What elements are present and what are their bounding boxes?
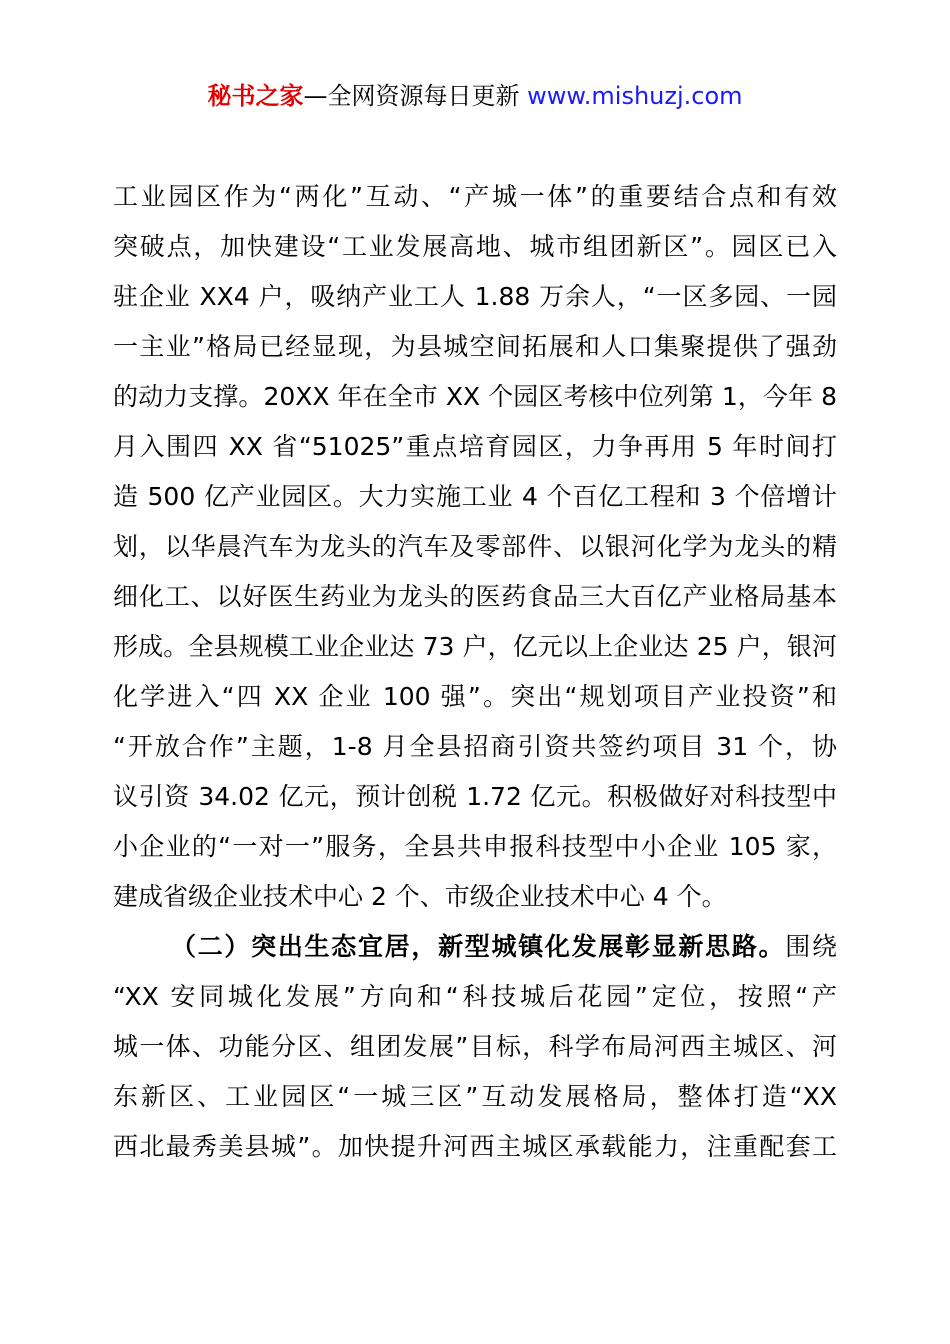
- text-line: 驻企业 XX4 户，吸纳产业工人 1.88 万余人，“一区多园、一园: [113, 282, 837, 311]
- text-line: 划，以华晨汽车为龙头的汽车及零部件、以银河化学为龙头的精: [113, 532, 837, 561]
- text-line: 建成省级企业技术中心 2 个、市级企业技术中心 4 个。: [113, 882, 727, 911]
- text-line: 议引资 34.02 亿元，预计创税 1.72 亿元。积极做好对科技型中: [113, 782, 837, 811]
- text-line: 造 500 亿产业园区。大力实施工业 4 个百亿工程和 3 个倍增计: [113, 482, 837, 511]
- text-line: 的动力支撑。20XX 年在全市 XX 个园区考核中位列第 1，今年 8: [113, 382, 837, 411]
- text-line: “XX 安同城化发展”方向和“科技城后花园”定位，按照“产: [113, 982, 837, 1011]
- text-line: 工业园区作为“两化”互动、“产城一体”的重要结合点和有效: [113, 182, 837, 211]
- text-line: 小企业的“一对一”服务，全县共申报科技型中小企业 105 家，: [113, 832, 837, 861]
- text-line: 形成。全县规模工业企业达 73 户，亿元以上企业达 25 户，银河: [113, 632, 837, 661]
- section-heading: （二）突出生态宜居，新型城镇化发展彰显新思路。: [171, 932, 786, 961]
- brand-name: 秘书之家: [207, 82, 304, 110]
- paragraph-urbanization: [113, 922, 837, 1172]
- paragraph-industrial-park: [113, 172, 837, 922]
- section-heading-line: [113, 922, 837, 972]
- text-line: 西北最秀美县城”。加快提升河西主城区承载能力，注重配套工: [113, 1132, 837, 1161]
- text-line: 一主业”格局已经显现，为县城空间拓展和人口集聚提供了强劲: [113, 332, 837, 361]
- site-header: [0, 80, 950, 112]
- header-tagline: —全网资源每日更新: [303, 82, 528, 110]
- site-url-link[interactable]: www.mishuzj.com: [527, 82, 743, 110]
- text-line: 细化工、以好医生药业为龙头的医药食品三大百亿产业格局基本: [113, 582, 837, 611]
- text-line: 东新区、工业园区“一城三区”互动发展格局，整体打造“XX: [113, 1082, 837, 1111]
- document-body: [113, 172, 837, 1172]
- text-line: 化学进入“四 XX 企业 100 强”。突出“规划项目产业投资”和: [113, 682, 837, 711]
- text-line: 月入围四 XX 省“51025”重点培育园区，力争再用 5 年时间打: [113, 432, 837, 461]
- heading-line-rest: 围绕: [785, 932, 837, 961]
- text-line: 城一体、功能分区、组团发展”目标，科学布局河西主城区、河: [113, 1032, 837, 1061]
- text-line: 突破点，加快建设“工业发展高地、城市组团新区”。园区已入: [113, 232, 837, 261]
- text-line: “开放合作”主题，1-8 月全县招商引资共签约项目 31 个，协: [113, 732, 837, 761]
